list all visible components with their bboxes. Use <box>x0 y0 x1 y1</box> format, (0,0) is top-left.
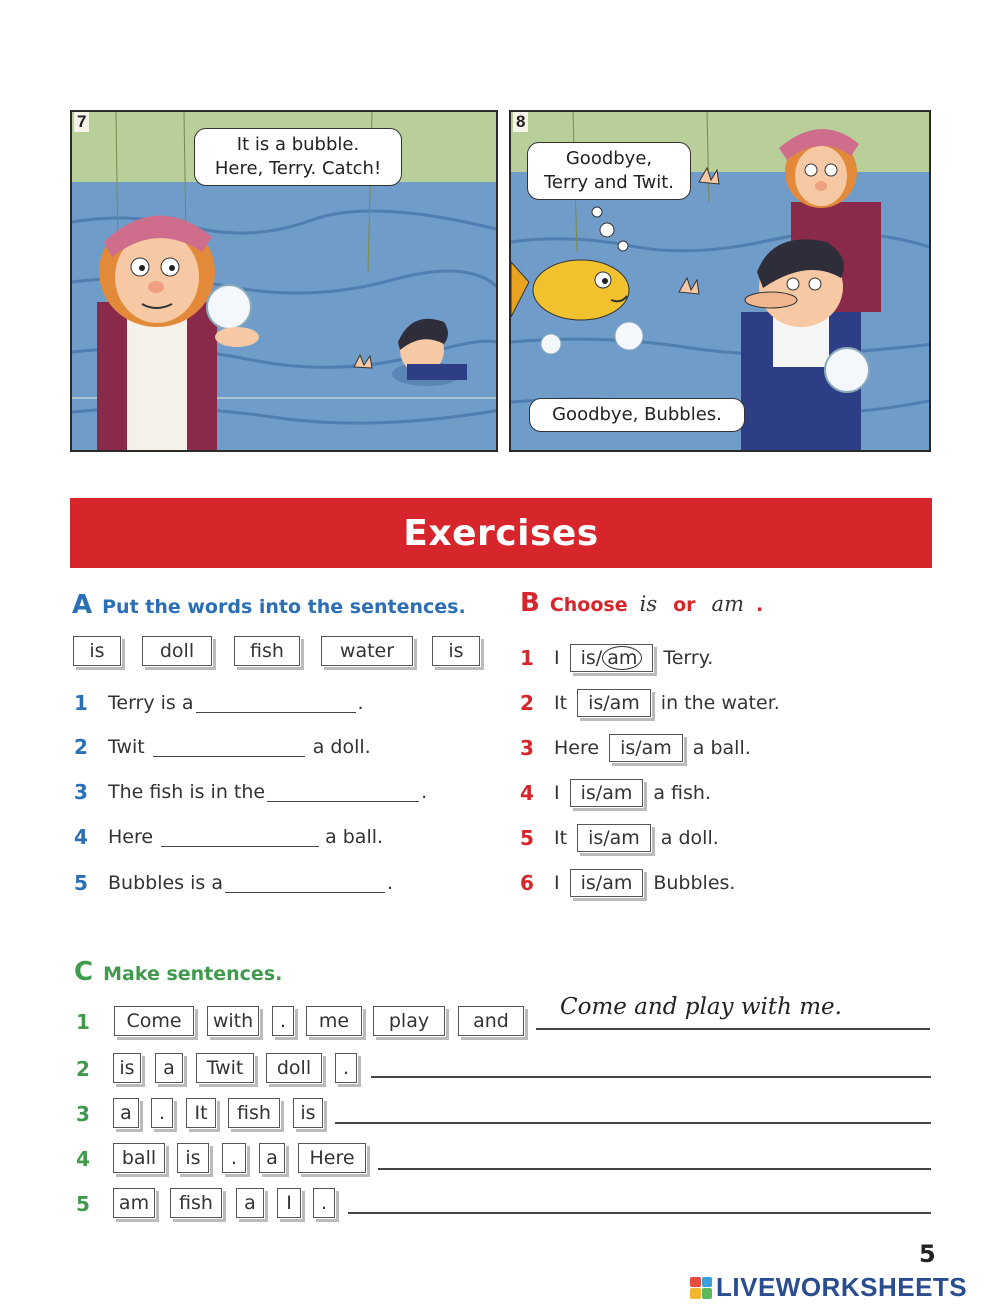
word-bank-item[interactable]: is <box>73 636 121 666</box>
sentence-start: Here <box>108 826 154 848</box>
item-number: 5 <box>76 1192 90 1216</box>
watermark[interactable] <box>690 1272 967 1303</box>
heading-period: . <box>755 594 764 616</box>
choice-box[interactable]: is/am <box>570 779 644 807</box>
answer-blank[interactable] <box>153 737 305 757</box>
scrambled-word[interactable]: . <box>335 1053 357 1083</box>
sentence-end: . <box>421 781 428 803</box>
scrambled-word[interactable]: Twit <box>196 1053 254 1083</box>
section-title: Make sentences. <box>103 963 283 985</box>
scrambled-word[interactable]: play <box>373 1006 445 1036</box>
answer-blank[interactable] <box>196 693 356 713</box>
choice-box[interactable] <box>570 644 654 672</box>
scrambled-word[interactable]: am <box>113 1188 155 1218</box>
item-number: 5 <box>520 826 534 850</box>
choice-box[interactable]: is/am <box>609 734 683 762</box>
section-title: Choose <box>549 594 628 616</box>
scrambled-word[interactable]: doll <box>266 1053 322 1083</box>
answer-blank[interactable] <box>267 782 419 802</box>
circled-answer[interactable]: am <box>602 646 642 670</box>
item-number: 4 <box>520 781 534 805</box>
word-bank-item[interactable]: doll <box>142 636 212 666</box>
speech-bubble-bottom: Goodbye, Bubbles. <box>529 398 745 432</box>
sentence-end: a fish. <box>653 782 711 804</box>
section-c-heading <box>74 957 282 987</box>
answer-blank[interactable] <box>225 873 385 893</box>
sentence-start: The fish is in the <box>108 781 266 803</box>
exercise-b-row <box>520 688 780 718</box>
sentence-start: It <box>554 692 568 714</box>
scrambled-word[interactable]: It <box>186 1098 216 1128</box>
item-number: 3 <box>76 1102 90 1126</box>
scrambled-word[interactable]: me <box>306 1006 362 1036</box>
section-a-heading <box>72 590 466 620</box>
handwritten-answer[interactable]: Come and play with me. <box>560 994 842 1020</box>
sentence-start: I <box>554 872 560 894</box>
item-number: 2 <box>520 691 534 715</box>
choice-word-1: is <box>639 592 658 616</box>
exercise-a-row <box>74 688 364 718</box>
item-number: 4 <box>76 1147 90 1171</box>
item-number: 3 <box>520 736 534 760</box>
sentence-start: Here <box>554 737 600 759</box>
sentence-start: Terry is a <box>108 692 194 714</box>
scrambled-word[interactable]: ball <box>113 1143 165 1173</box>
banner-title: Exercises <box>403 512 599 554</box>
word-bank-item[interactable]: fish <box>234 636 300 666</box>
exercise-b-row <box>520 643 713 673</box>
page-number: 5 <box>919 1240 936 1268</box>
scrambled-word[interactable]: is <box>113 1053 141 1083</box>
exercise-a-row <box>74 777 427 807</box>
sentence-start: It <box>554 827 568 849</box>
choice-option-is[interactable]: is/ <box>580 647 603 669</box>
scrambled-word[interactable]: . <box>313 1188 335 1218</box>
scrambled-word[interactable]: Come <box>114 1006 194 1036</box>
sentence-end: . <box>386 872 394 894</box>
answer-line[interactable] <box>371 1076 931 1078</box>
panel-number: 8 <box>513 112 528 132</box>
section-letter: A <box>72 590 93 620</box>
section-letter: C <box>74 957 94 987</box>
connector-word: or <box>673 594 696 616</box>
sentence-end: a ball. <box>325 826 384 848</box>
sentence-end: Terry. <box>663 647 714 669</box>
sentence-end: Bubbles. <box>653 872 736 894</box>
scrambled-word[interactable]: with <box>207 1006 259 1036</box>
exercise-a-row <box>74 868 393 898</box>
scrambled-word[interactable]: a <box>259 1143 285 1173</box>
exercise-b-row <box>520 823 719 853</box>
scrambled-word[interactable]: and <box>458 1006 524 1036</box>
exercise-b-row <box>520 778 711 808</box>
speech-bubble: It is a bubble. Here, Terry. Catch! <box>194 128 402 186</box>
sentence-start: Twit <box>108 736 145 758</box>
sentence-start: I <box>554 782 560 804</box>
choice-box[interactable]: is/am <box>570 869 644 897</box>
scrambled-word[interactable]: is <box>177 1143 209 1173</box>
scrambled-word[interactable]: I <box>277 1188 301 1218</box>
item-number: 6 <box>520 871 534 895</box>
item-number: 2 <box>76 1057 90 1081</box>
sentence-end: . <box>357 692 364 714</box>
answer-blank[interactable] <box>161 827 319 847</box>
section-b-heading <box>520 588 763 618</box>
scrambled-word[interactable]: fish <box>228 1098 280 1128</box>
scrambled-word[interactable]: . <box>222 1143 246 1173</box>
item-number: 1 <box>74 691 88 715</box>
choice-box[interactable]: is/am <box>577 689 651 717</box>
scrambled-word[interactable]: . <box>151 1098 173 1128</box>
scrambled-word[interactable]: a <box>236 1188 264 1218</box>
item-number: 5 <box>74 871 88 895</box>
comic-panel-8 <box>509 110 931 452</box>
sentence-start: Bubbles is a <box>108 872 223 894</box>
scrambled-word[interactable]: Here <box>298 1143 366 1173</box>
exercise-a-row <box>74 822 383 852</box>
exercise-b-row <box>520 868 735 898</box>
scrambled-word[interactable]: is <box>293 1098 323 1128</box>
choice-box[interactable]: is/am <box>577 824 651 852</box>
answer-line[interactable] <box>335 1122 931 1124</box>
sentence-start: I <box>554 647 560 669</box>
word-bank-item[interactable]: is <box>432 636 480 666</box>
answer-line[interactable] <box>378 1168 931 1170</box>
item-number: 3 <box>74 780 88 804</box>
answer-line[interactable] <box>348 1212 931 1214</box>
panel-number: 7 <box>74 112 89 132</box>
item-number: 1 <box>76 1010 90 1034</box>
scrambled-word[interactable]: a <box>155 1053 183 1083</box>
sentence-end: in the water. <box>660 692 780 714</box>
choice-word-2: am <box>711 592 744 616</box>
watermark-text: LIVEWORKSHEETS <box>716 1272 968 1302</box>
section-title: Put the words into the sentences. <box>102 596 466 618</box>
liveworksheets-logo-icon <box>690 1277 712 1299</box>
scrambled-word[interactable]: fish <box>170 1188 222 1218</box>
sentence-end: a ball. <box>692 737 751 759</box>
exercise-b-row <box>520 733 751 763</box>
item-number: 4 <box>74 825 88 849</box>
scrambled-word[interactable]: . <box>272 1006 294 1036</box>
exercise-a-row <box>74 732 371 762</box>
sentence-end: a doll. <box>660 827 719 849</box>
item-number: 1 <box>520 646 534 670</box>
speech-bubble-top: Goodbye, Terry and Twit. <box>527 142 691 200</box>
scrambled-word[interactable]: a <box>113 1098 139 1128</box>
word-bank-item[interactable]: water <box>321 636 413 666</box>
exercises-banner <box>70 498 932 568</box>
section-letter: B <box>520 588 540 618</box>
comic-panel-7 <box>70 110 498 452</box>
item-number: 2 <box>74 735 88 759</box>
sentence-end: a doll. <box>312 736 371 758</box>
answer-line[interactable] <box>536 1028 930 1030</box>
